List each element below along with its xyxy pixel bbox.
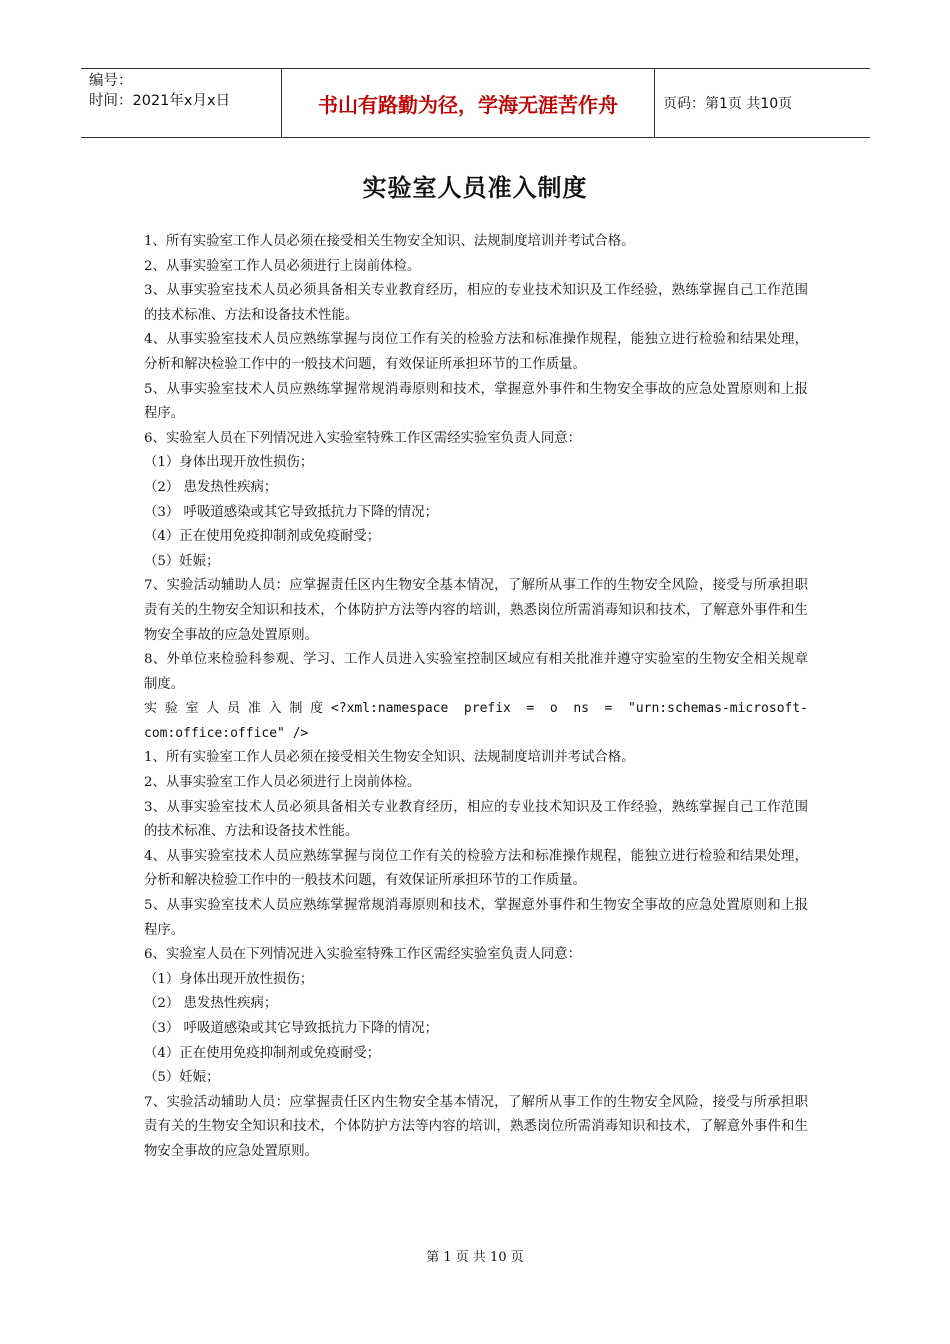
paragraph: 4、从事实验室技术人员应熟练掌握与岗位工作有关的检验方法和标准操作规程，能独立进行检验和结果处理，分析和解决检验工作中的一般技术问题，有效保证所承担环节的工作质量。 <box>144 848 808 889</box>
list-item: （4）正在使用免疫抑制剂或免疫耐受； <box>144 1045 381 1061</box>
paragraph: 2、从事实验室工作人员必须进行上岗前体检。 <box>144 258 421 274</box>
list-item: （5）妊娠； <box>144 1070 220 1086</box>
page-footer: 第 1 页 共 10 页 <box>426 1250 524 1265</box>
list-item: （3） 呼吸道感染或其它导致抵抗力下降的情况； <box>144 1021 438 1036</box>
paragraph: 6、实验室人员在下列情况进入实验室特殊工作区需经实验室负责人同意： <box>144 947 582 963</box>
paragraph: 3、从事实验室技术人员必须具备相关专业教育经历，相应的专业技术知识及工作经验，熟练掌握自己工作范围的技术标准、方法和设备技术性能。 <box>144 283 808 323</box>
header-page-info: 页码：第1页 共10页 <box>663 96 793 112</box>
paragraph: 7、实验活动辅助人员：应掌握责任区内生物安全基本情况，了解所从事工作的生物安全风险，接受与所承担职责有关的生物安全知识和技术，个体防护方法等内容的培训，熟悉岗位所需消毒知识和技术，了解意外事件和生物安全事故的应急处置原则。 <box>144 578 808 643</box>
document-body <box>144 230 808 1165</box>
repeated-title-line: 实验室人员准入制度<?xml:namespace prefix = o ns = "urn:schemas-microsoft-com:office:office" /> <box>144 701 808 741</box>
page-header <box>81 68 870 138</box>
doc-number-label: 编号： <box>89 73 133 89</box>
paragraph: 4、从事实验室技术人员应熟练掌握与岗位工作有关的检验方法和标准操作规程，能独立进行检验和结果处理，分析和解决检验工作中的一般技术问题，有效保证所承担环节的工作质量。 <box>144 332 808 372</box>
document-title: 实验室人员准入制度 <box>362 174 588 202</box>
list-item: （1）身体出现开放性损伤； <box>144 971 314 987</box>
paragraph: 6、实验室人员在下列情况进入实验室特殊工作区需经实验室负责人同意： <box>144 430 582 446</box>
list-item: （2） 患发热性疾病； <box>144 479 278 495</box>
paragraph: 5、从事实验室技术人员应熟练掌握常规消毒原则和技术，掌握意外事件和生物安全事故的应急处置原则和上报程序。 <box>144 898 808 938</box>
list-item: （2） 患发热性疾病； <box>144 996 278 1012</box>
paragraph: 7、实验活动辅助人员：应掌握责任区内生物安全基本情况，了解所从事工作的生物安全风险，接受与所承担职责有关的生物安全知识和技术，个体防护方法等内容的培训，熟悉岗位所需消毒知识和技术，了解意外事件和生物安全事故的应急处置原则。 <box>144 1094 808 1159</box>
list-item: （5）妊娠； <box>144 553 220 569</box>
paragraph: 5、从事实验室技术人员应熟练掌握常规消毒原则和技术，掌握意外事件和生物安全事故的应急处置原则和上报程序。 <box>144 381 808 422</box>
paragraph: 8、外单位来检验科参观、学习、工作人员进入实验室控制区域应有相关批准并遵守实验室的生物安全相关规章制度。 <box>144 652 808 692</box>
paragraph: 3、从事实验室技术人员必须具备相关专业教育经历，相应的专业技术知识及工作经验，熟练掌握自己工作范围的技术标准、方法和设备技术性能。 <box>144 799 808 840</box>
paragraph: 2、从事实验室工作人员必须进行上岗前体检。 <box>144 775 421 791</box>
list-item: （1）身体出现开放性损伤； <box>144 455 314 471</box>
doc-date-label: 时间：2021年x月x日 <box>89 93 231 109</box>
header-motto: 书山有路勤为径，学海无涯苦作舟 <box>282 69 655 137</box>
header-meta <box>81 69 282 137</box>
paragraph: 1、所有实验室工作人员必须在接受相关生物安全知识、法规制度培训并考试合格。 <box>144 750 635 766</box>
list-item: （4）正在使用免疫抑制剂或免疫耐受； <box>144 529 381 545</box>
list-item: （3） 呼吸道感染或其它导致抵抗力下降的情况； <box>144 504 438 520</box>
paragraph: 1、所有实验室工作人员必须在接受相关生物安全知识、法规制度培训并考试合格。 <box>144 234 635 249</box>
